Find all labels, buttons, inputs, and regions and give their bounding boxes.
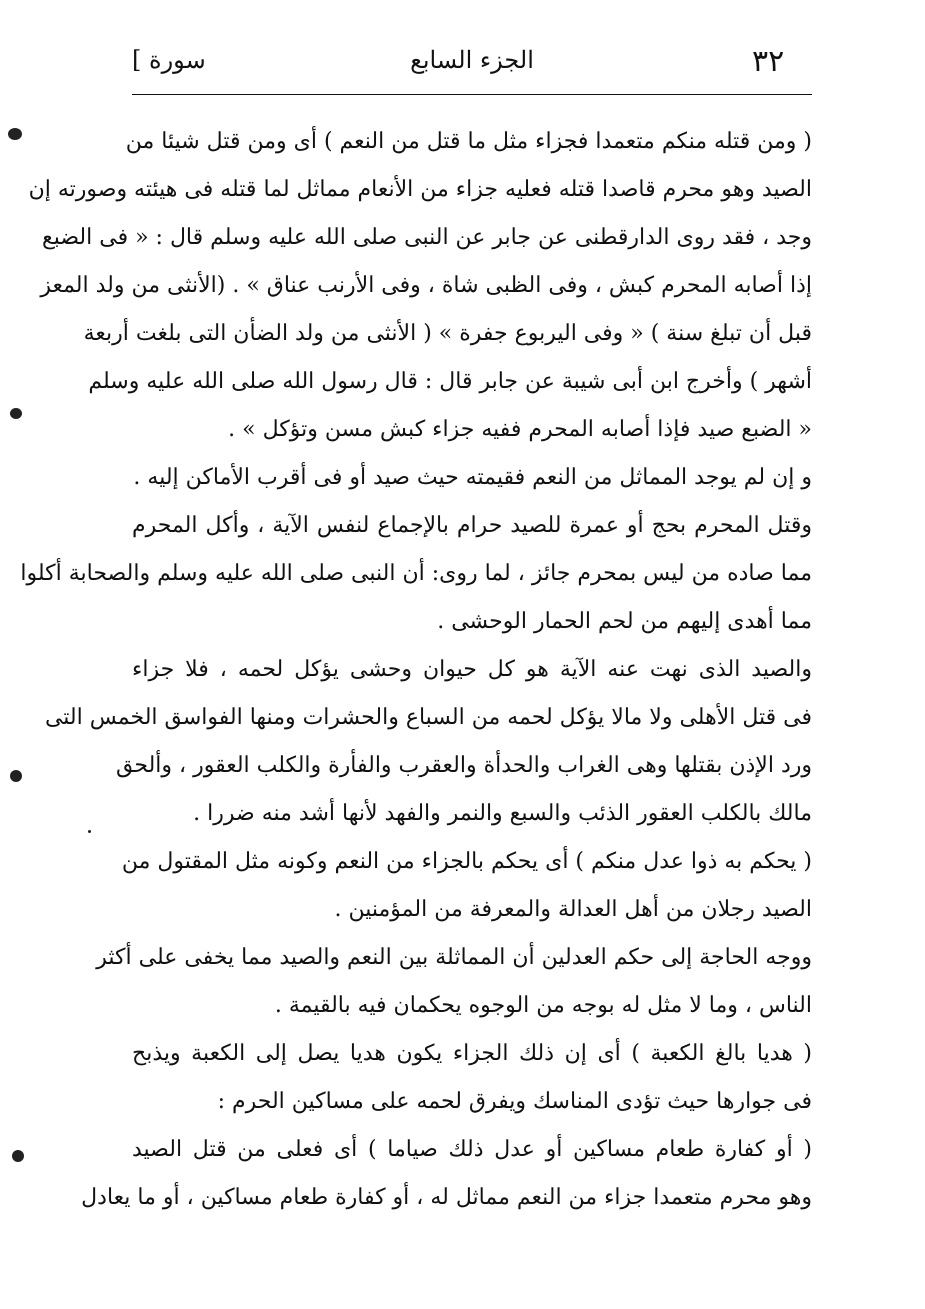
text-line: مما أهدى إليهم من لحم الحمار الوحشى . xyxy=(437,609,812,634)
margin-speck xyxy=(88,830,91,833)
text-line: وجد ، فقد روى الدارقطنى عن جابر عن النبى صلى الله عليه وسلم قال : « فى الضبع xyxy=(42,225,812,250)
text-line: ووجه الحاجة إلى حكم العدلين أن المماثلة بين النعم والصيد مما يخفى على أكثر xyxy=(96,945,812,970)
text-line: الناس ، وما لا مثل له بوجه من الوجوه يحكمان فيه بالقيمة . xyxy=(274,993,812,1018)
text-line: الصيد وهو محرم قاصدا قتله فعليه جزاء من الأنعام مماثل لما قتله فى هيئته وصورته إن xyxy=(28,177,812,202)
page-number: ٣٢ xyxy=(752,44,785,79)
running-title: الجزء السابع xyxy=(410,46,534,74)
text-line: والصيد الذى نهت عنه الآية هو كل حيوان وحشى يؤكل لحمه ، فلا جزاء xyxy=(132,657,812,682)
text-line: ( هديا بالغ الكعبة ) أى إن ذلك الجزاء يكون هديا يصل إلى الكعبة ويذبح xyxy=(132,1041,812,1066)
text-line: « الضبع صيد فإذا أصابه المحرم ففيه جزاء كبش مسن وتؤكل » . xyxy=(228,417,812,442)
text-line: فى قتل الأهلى ولا مالا يؤكل لحمه من السباع والحشرات ومنها الفواسق الخمس التى xyxy=(44,705,812,730)
text-line: وقتل المحرم بحج أو عمرة للصيد حرام بالإجماع لنفس الآية ، وأكل المحرم xyxy=(132,513,812,538)
text-line: ( يحكم به ذوا عدل منكم ) أى يحكم بالجزاء من النعم وكونه مثل المقتول من xyxy=(121,849,812,874)
page-header xyxy=(132,40,812,92)
text-line: الصيد رجلان من أهل العدالة والمعرفة من المؤمنين . xyxy=(334,897,812,922)
text-line: إذا أصابه المحرم كبش ، وفى الظبى شاة ، وفى الأرنب عناق » . (الأنثى من ولد المعز xyxy=(40,273,812,298)
text-line: قبل أن تبلغ سنة ) « وفى اليربوع جفرة » ( الأنثى من ولد الضأن التى بلغت أربعة xyxy=(83,321,812,346)
text-line: ( أو كفارة طعام مساكين أو عدل ذلك صياما ) أى فعلى من قتل الصيد xyxy=(132,1137,812,1162)
text-line: ( ومن قتله منكم متعمدا فجزاء مثل ما قتل من النعم ) أى ومن قتل شيئا من xyxy=(125,129,812,154)
margin-speck xyxy=(8,128,22,140)
surah-label: [ سورة xyxy=(132,46,206,74)
text-line: مالك بالكلب العقور الذئب والسبع والنمر والفهد لأنها أشد منه ضررا . xyxy=(193,801,812,826)
text-line: فى جوارها حيث تؤدى المناسك ويفرق لحمه على مساكين الحرم : xyxy=(217,1089,812,1114)
text-line: وهو محرم متعمدا جزاء من النعم مماثل له ، أو كفارة طعام مساكين ، أو ما يعادل xyxy=(81,1185,812,1210)
margin-speck xyxy=(10,408,22,419)
margin-speck xyxy=(12,1150,24,1162)
body-text xyxy=(20,118,812,1222)
margin-speck xyxy=(10,770,22,782)
text-line: مما صاده من ليس بمحرم جائز ، لما روى: أن النبى صلى الله عليه وسلم والصحابة أكلوا xyxy=(20,561,812,586)
text-line: ورد الإذن بقتلها وهى الغراب والحدأة والعقرب والفأرة والكلب العقور ، وألحق xyxy=(116,753,812,778)
header-rule xyxy=(132,94,812,95)
text-line: أشهر ) وأخرج ابن أبى شيبة عن جابر قال : قال رسول الله صلى الله عليه وسلم xyxy=(88,369,812,394)
text-line: و إن لم يوجد المماثل من النعم فقيمته حيث صيد أو فى أقرب الأماكن إليه . xyxy=(133,465,812,490)
